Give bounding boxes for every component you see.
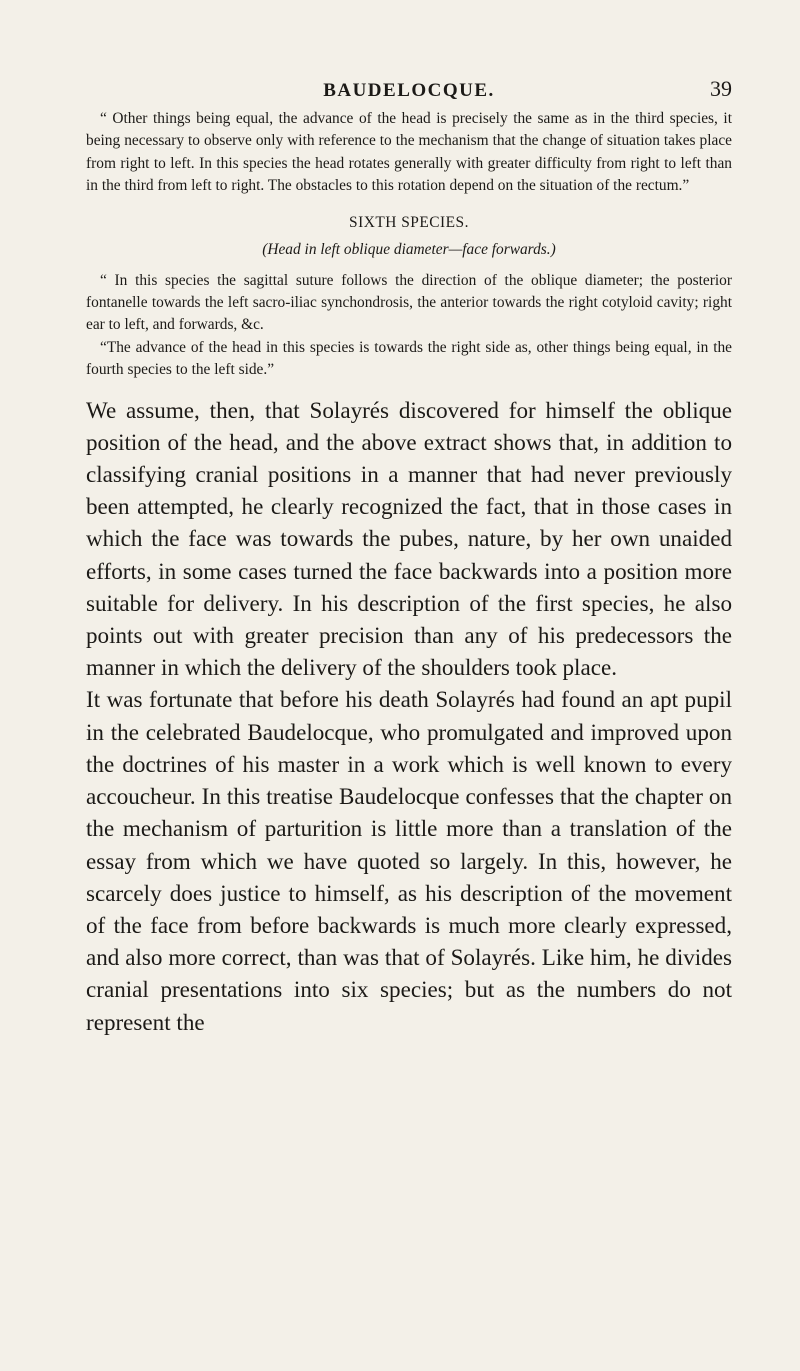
body-text bbox=[86, 394, 732, 1038]
running-head bbox=[86, 0, 732, 108]
running-title: BAUDELOCQUE. bbox=[323, 80, 495, 101]
body-paragraph: We assume, then, that Solayrés discovered for himself the oblique position of the head, and the above extract shows that, in addition to classifying cranial positions in a manner that had never previously been attempted, he clearly recognized the fact, that in those cases in which the face was towards the pubes, nature, by her own unaided efforts, in some cases turned the face backwards into a position more suitable for delivery. In his description of the first species, he also points out with greater precision than any of his predecessors the manner in which the delivery of the shoulders took place. bbox=[86, 396, 732, 681]
extract-paragraph: “The advance of the head in this species is towards the right side as, other things being equal, in the fourth species to the left side.” bbox=[86, 338, 732, 379]
section-subheading: (Head in left oblique diameter—face forwards.) bbox=[262, 240, 556, 258]
body-paragraph: It was fortunate that before his death Solayrés had found an apt pupil in the celebrated Baudelocque, who promulgated and improved upon the doctrines of his master in a work which is well known to every accoucheur. In this treatise Baudelocque confesses that the chapter on the mechanism of parturition is little more than a translation of the essay from which we have quoted so largely. In this, however, he scarcely does justice to himself, as his description of the movement of the face from before backwards is much more clearly expressed, and also more correct, than was that of Solayrés. Like him, he divides cranial presentations into six species; but as the numbers do not represent the bbox=[86, 686, 732, 1035]
extract-paragraph: “ Other things being equal, the advance of the head is precisely the same as in the third species, it being necessary to observe only with reference to the mechanism that the change of situation takes place from right to left. In this species the head rotates generally with greater difficulty from right to left than in the third from left to right. The obstacles to this rotation depend on the situation of the rectum.” bbox=[86, 110, 732, 195]
extract-paragraph: “ In this species the sagittal suture follows the direction of the oblique diameter; the posterior fontanelle towards the left sacro-iliac synchondrosis, the anterior towards the right cotyloid cavity; right ear to left, and forwards, &c. bbox=[86, 271, 732, 334]
quoted-extract-1 bbox=[86, 108, 732, 198]
quoted-extract-2 bbox=[86, 270, 732, 382]
section-heading: SIXTH SPECIES. bbox=[349, 213, 469, 231]
page-number: 39 bbox=[710, 76, 732, 101]
